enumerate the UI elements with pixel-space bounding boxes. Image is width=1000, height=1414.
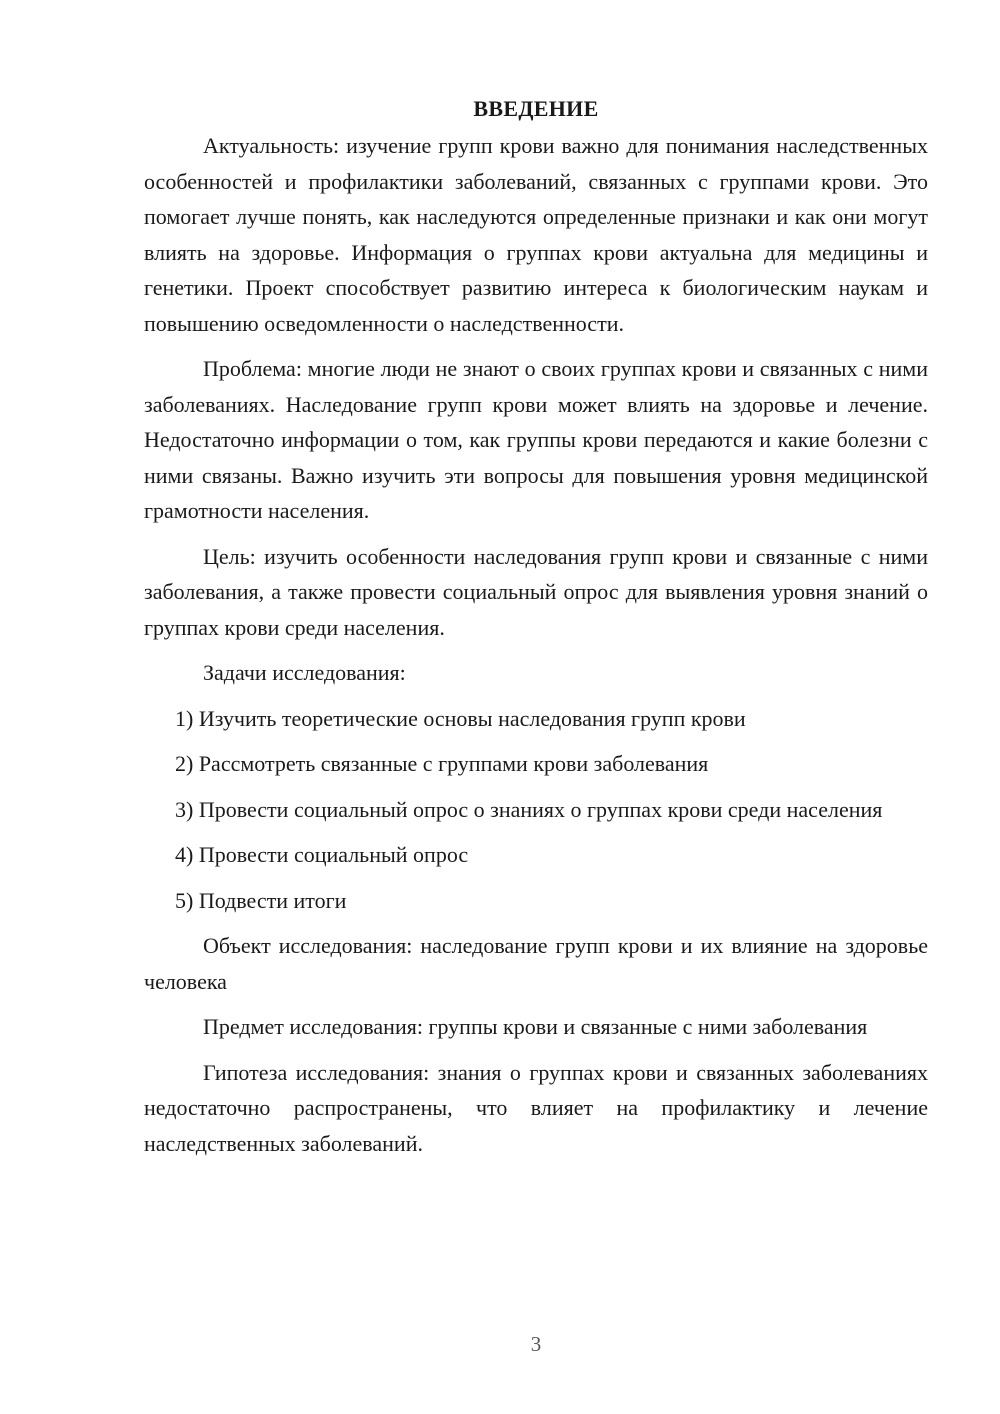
task-item-5: 5) Подвести итоги (175, 887, 347, 913)
task-item-3: 3) Провести социальный опрос о знаниях о группах крови среди населения (175, 796, 883, 822)
section-title: ВВЕДЕНИЕ (473, 96, 599, 121)
object-paragraph: Объект исследования: наследование групп крови и их влияние на здоровье человека (144, 933, 928, 994)
hypothesis-paragraph: Гипотеза исследования: знания о группах крови и связанных заболеваниях недостаточно распространены, что влияет на профилактику и лечение наследственных заболеваний. (144, 1059, 928, 1156)
task-item-2: 2) Рассмотреть связанные с группами крови заболевания (175, 751, 709, 776)
document-page (144, 92, 928, 1171)
subject-paragraph: Предмет исследования: группы крови и связанные с ними заболевания (203, 1014, 868, 1039)
relevance-paragraph: Актуальность: изучение групп крови важно для понимания наследственных особенностей и профилактики заболеваний, связанных с группами крови. Это помогает лучше понять, как наследуются определенные признаки и как они могут влиять на здоровье. Информация о группах крови актуальна для медицины и генетики. Проект способствует развитию интереса к биологическим наукам и повышению осведомленности о наследственности. (144, 133, 928, 336)
tasks-heading: Задачи исследования: (203, 660, 406, 685)
page-number: 3 (530, 1332, 542, 1356)
problem-paragraph: Проблема: многие люди не знают о своих группах крови и связанных с ними заболеваниях. Наследование групп крови может влиять на здоровье и лечение. Недостаточно информации о том, как группы крови передаются и какие болезни с ними связаны. Важно изучить эти вопросы для повышения уровня медицинской грамотности населения. (144, 356, 928, 523)
task-item-4: 4) Провести социальный опрос (175, 842, 469, 867)
goal-paragraph: Цель: изучить особенности наследования групп крови и связанные с ними заболевания, а также провести социальный опрос для выявления уровня знаний о группах крови среди населения. (144, 543, 928, 640)
task-item-1: 1) Изучить теоретические основы наследования групп крови (175, 705, 746, 731)
